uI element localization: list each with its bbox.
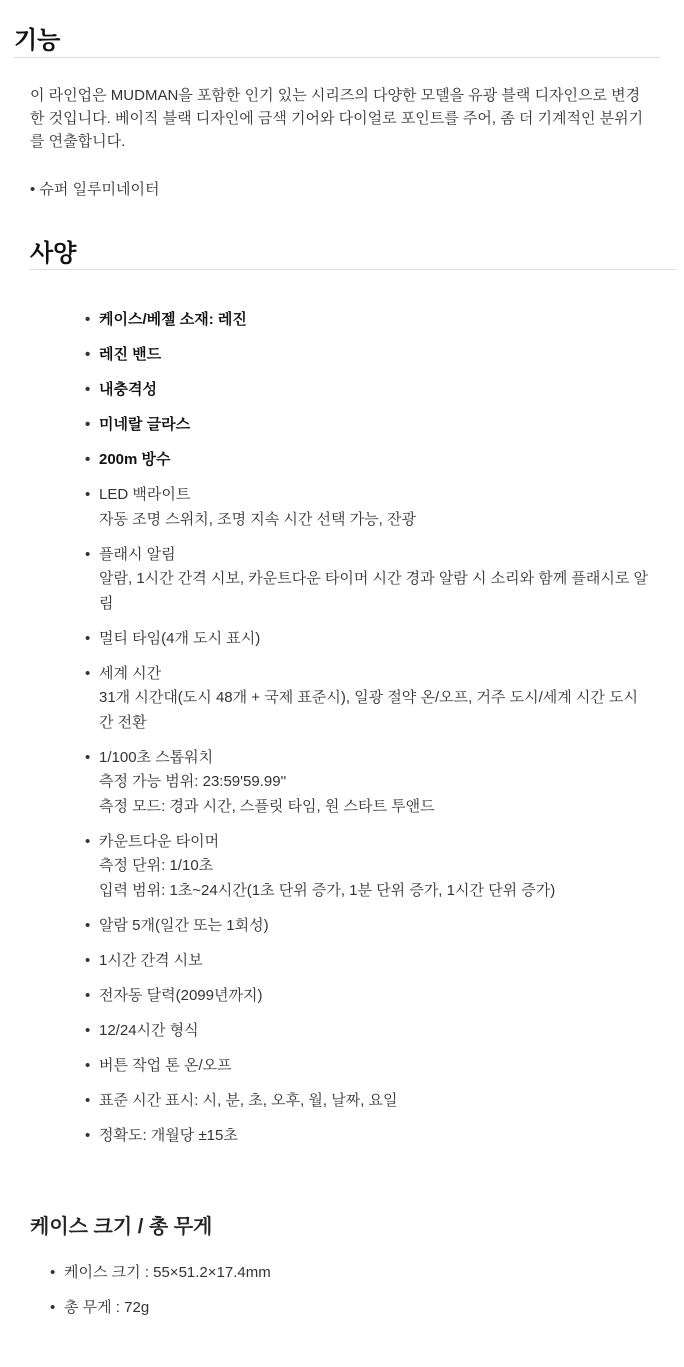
spec-label: 내충격성 [99, 381, 157, 398]
spec-item [82, 984, 652, 1009]
spec-detail: 입력 범위: 1초~24시간(1초 단위 증가, 1분 단위 증가, 1시간 단위 증가) [99, 881, 556, 899]
spec-item [82, 448, 652, 473]
spec-label: 표준 시간 표시: 시, 분, 초, 오후, 월, 날짜, 요일 [99, 1091, 398, 1109]
spec-label: 케이스/베젤 소재: 레진 [99, 311, 247, 328]
spec-label: 미네랄 글라스 [99, 416, 191, 433]
spec-label: 버튼 작업 톤 온/오프 [99, 1056, 232, 1074]
spec-item [82, 1089, 652, 1114]
spec-detail: 측정 단위: 1/10초 [99, 857, 214, 874]
spec-item [82, 914, 652, 939]
spec-item [82, 343, 652, 368]
spec-label: 레진 밴드 [99, 346, 162, 363]
features-description: 이 라인업은 MUDMAN을 포함한 인기 있는 시리즈의 다양한 모델을 유광 블랙 디자인으로 변경한 것입니다. 베이직 블랙 디자인에 금색 기어와 다이얼로 포인트를 주어, 좀 더 기계적인 분위기를 연출합니다. [30, 87, 644, 150]
spec-label: 1/100초 스톱워치 [99, 748, 214, 766]
spec-item [82, 1124, 652, 1149]
spec-label: 카운트다운 타이머 [99, 832, 220, 850]
spec-label: 세계 시간 [99, 664, 162, 682]
spec-item [82, 308, 652, 333]
spec-item [82, 543, 652, 617]
features-heading: 기능 [14, 27, 61, 54]
spec-item [82, 830, 652, 904]
spec-label: LED 백라이트 [99, 486, 191, 503]
spec-detail: 자동 조명 스위치, 조명 지속 시간 선택 가능, 잔광 [99, 510, 416, 528]
case-heading: 케이스 크기 / 총 무게 [30, 1216, 213, 1238]
case-list [48, 1261, 271, 1331]
spec-item [82, 378, 652, 403]
spec-item [82, 627, 652, 652]
spec-label: 12/24시간 형식 [99, 1021, 199, 1039]
spec-label: 플래시 알림 [99, 545, 176, 563]
spec-label: 1시간 간격 시보 [99, 951, 203, 969]
spec-label: 정확도: 개월당 ±15초 [99, 1126, 238, 1144]
spec-detail: 측정 가능 범위: 23:59'59.99'' [99, 773, 287, 790]
spec-item [82, 1019, 652, 1044]
spec-item [82, 662, 652, 736]
spec-detail: 31개 시간대(도시 48개 + 국제 표준시), 일광 절약 온/오프, 거주 도시/세계 시간 도시 간 전환 [99, 689, 639, 731]
spec-item [82, 1054, 652, 1079]
spec-label: 200m 방수 [99, 451, 171, 468]
features-bullet: • 슈퍼 일루미네이터 [30, 181, 160, 198]
specs-heading: 사양 [30, 240, 77, 267]
features-divider [14, 57, 660, 58]
spec-item [82, 746, 652, 820]
spec-label: 알람 5개(일간 또는 1회성) [99, 916, 269, 934]
spec-label: 멀티 타임(4개 도시 표시) [99, 629, 261, 647]
total-weight: • 총 무게 : 72g [48, 1296, 271, 1320]
spec-detail: 알람, 1시간 간격 시보, 카운트다운 타이머 시간 경과 알람 시 소리와 함께 플래시로 알림 [99, 570, 649, 612]
spec-list [82, 308, 652, 1159]
spec-label: 전자동 달력(2099년까지) [99, 986, 263, 1004]
specs-divider [30, 269, 676, 270]
spec-detail: 측정 모드: 경과 시간, 스플릿 타임, 원 스타트 투앤드 [99, 797, 435, 815]
case-size: • 케이스 크기 : 55×51.2×17.4mm [48, 1261, 271, 1285]
spec-item [82, 949, 652, 974]
spec-item [82, 413, 652, 438]
spec-item [82, 483, 652, 532]
